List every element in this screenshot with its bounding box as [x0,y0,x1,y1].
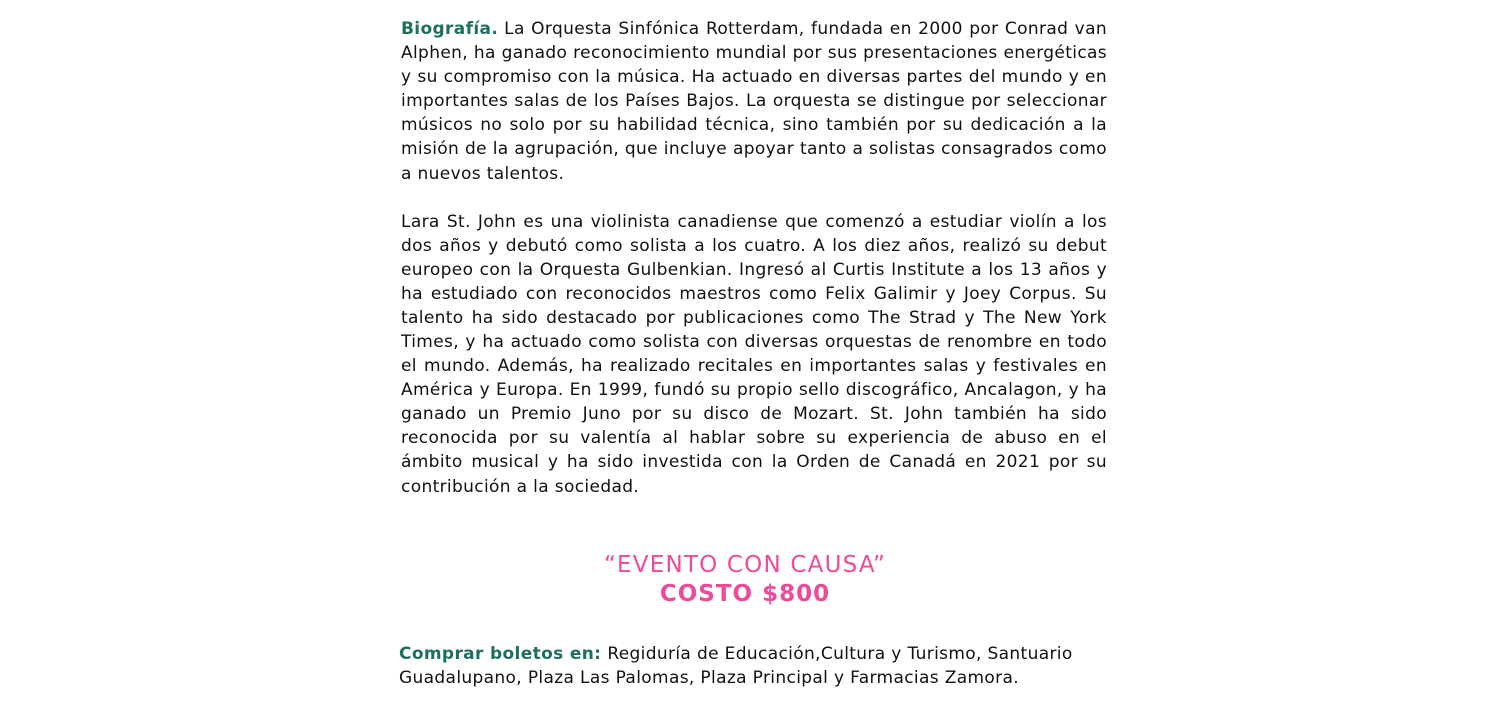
tickets-label: Comprar boletos en: [399,644,602,664]
event-title: “EVENTO CON CAUSA” [603,552,887,578]
event-cost: COSTO $800 [659,581,831,607]
tickets-info [399,642,1107,690]
biography-text: La Orquesta Sinfónica Rotterdam, fundada en 2000 por Conrad van Alphen, ha ganado reconocimiento mundial por sus presentaciones energéticas y su compromiso con la música. Ha actuado en diversas partes del mundo y en importantes salas de los Países Bajos. La orquesta se distingue por seleccionar músicos no solo por su habilidad técnica, sino también por su dedicación a la misión de la agrupación, que incluye apoyar tanto a solistas consagrados como a nuevos talentos. [401,19,1107,184]
biography-label: Biografía. [401,19,499,39]
event-banner [0,549,1490,607]
biography-paragraph [401,17,1107,186]
tickets-paragraph [399,642,1107,690]
soloist-paragraph: Lara St. John es una violinista canadiense que comenzó a estudiar violín a los dos años y debutó como solista a los cuatro. A los diez años, realizó su debut europeo con la Orquesta Gulbenkian. Ingresó al Curtis Institute a los 13 años y ha estudiado con reconocidos maestros como Felix Galimir y Joey Corpus. Su talento ha sido destacado por publicaciones como The Strad y The New York Times, y ha actuado como solista con diversas orquestas de renombre en todo el mundo. Además, ha realizado recitales en importantes salas y festivales en América y Europa. En 1999, fundó su propio sello discográfico, Ancalagon, y ha ganado un Premio Juno por su disco de Mozart. St. John también ha sido reconocida por su valentía al hablar sobre su experiencia de abuso en el ámbito musical y ha sido investida con la Orden de Canadá en 2021 por su contribución a la sociedad. [401,211,1107,497]
tickets-text: Regiduría de Educación,Cultura y Turismo, Santuario Guadalupano, Plaza Las Palomas, Plaza Principal y Farmacias Zamora. [399,644,1073,689]
